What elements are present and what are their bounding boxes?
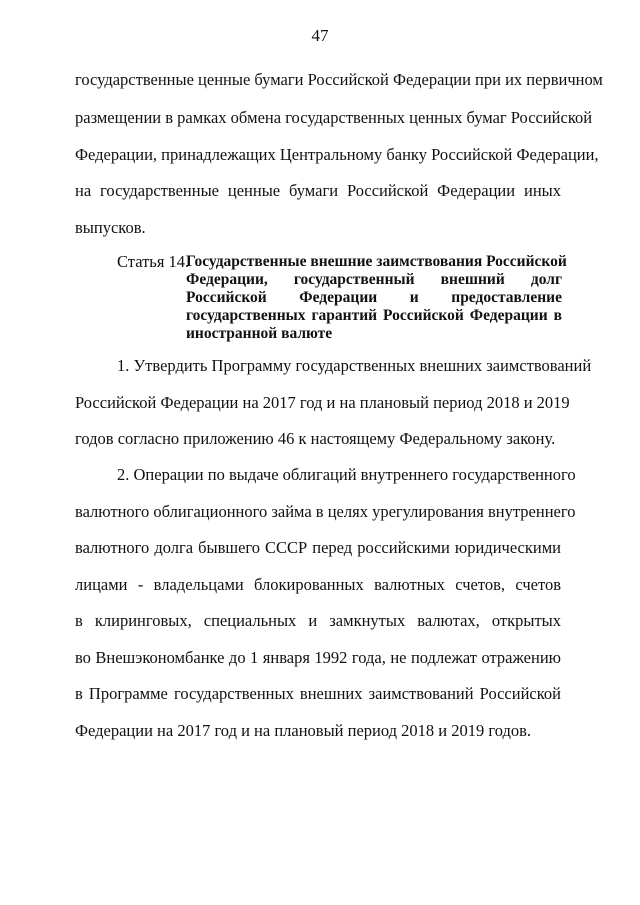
intro-line: на государственные ценные бумаги Российской Федерации иных (75, 181, 561, 200)
paragraph1-line: Российской Федерации на 2017 год и на плановый период 2018 и 2019 (75, 393, 570, 412)
intro-line: государственные ценные бумаги Российской Федерации при их первичном (75, 70, 603, 89)
article-title-line: иностранной валюте (186, 325, 333, 342)
intro-line: Федерации, принадлежащих Центральному банку Российской Федерации, (75, 145, 599, 164)
paragraph2-line: валютного долга бывшего СССР перед российскими юридическими (75, 538, 561, 557)
article-title-line: государственных гарантий Российской Федерации в (186, 307, 562, 324)
paragraph2-line: Федерации на 2017 год и на плановый период 2018 и 2019 годов. (75, 721, 532, 740)
intro-line: размещении в рамках обмена государственных ценных бумаг Российской (75, 108, 593, 127)
article-title-line: Государственные внешние заимствования Российской (186, 253, 567, 270)
paragraph2-line: 2. Операции по выдаче облигаций внутреннего государственного (117, 465, 576, 484)
intro-line: выпусков. (75, 218, 146, 237)
paragraph2-line: в клиринговых, специальных и замкнутых валютах, открытых (75, 611, 561, 630)
paragraph2-line: во Внешэкономбанке до 1 января 1992 года, не подлежат отражению (75, 648, 561, 667)
paragraph1-line: годов согласно приложению 46 к настоящему Федеральному закону. (75, 429, 556, 448)
article-title-line: Федерации, государственный внешний долг (186, 271, 562, 288)
article-title-line: Российской Федерации и предоставление (186, 289, 562, 306)
paragraph1-line: 1. Утвердить Программу государственных внешних заимствований (117, 356, 592, 375)
article-label: Статья 14. (117, 252, 190, 271)
paragraph2-line: лицами - владельцами блокированных валютных счетов, счетов (75, 575, 561, 594)
page-number: 47 (311, 26, 329, 45)
paragraph2-line: в Программе государственных внешних заимствований Российской (75, 684, 561, 703)
paragraph2-line: валютного облигационного займа в целях урегулирования внутреннего (75, 502, 576, 521)
article-title (186, 253, 567, 343)
